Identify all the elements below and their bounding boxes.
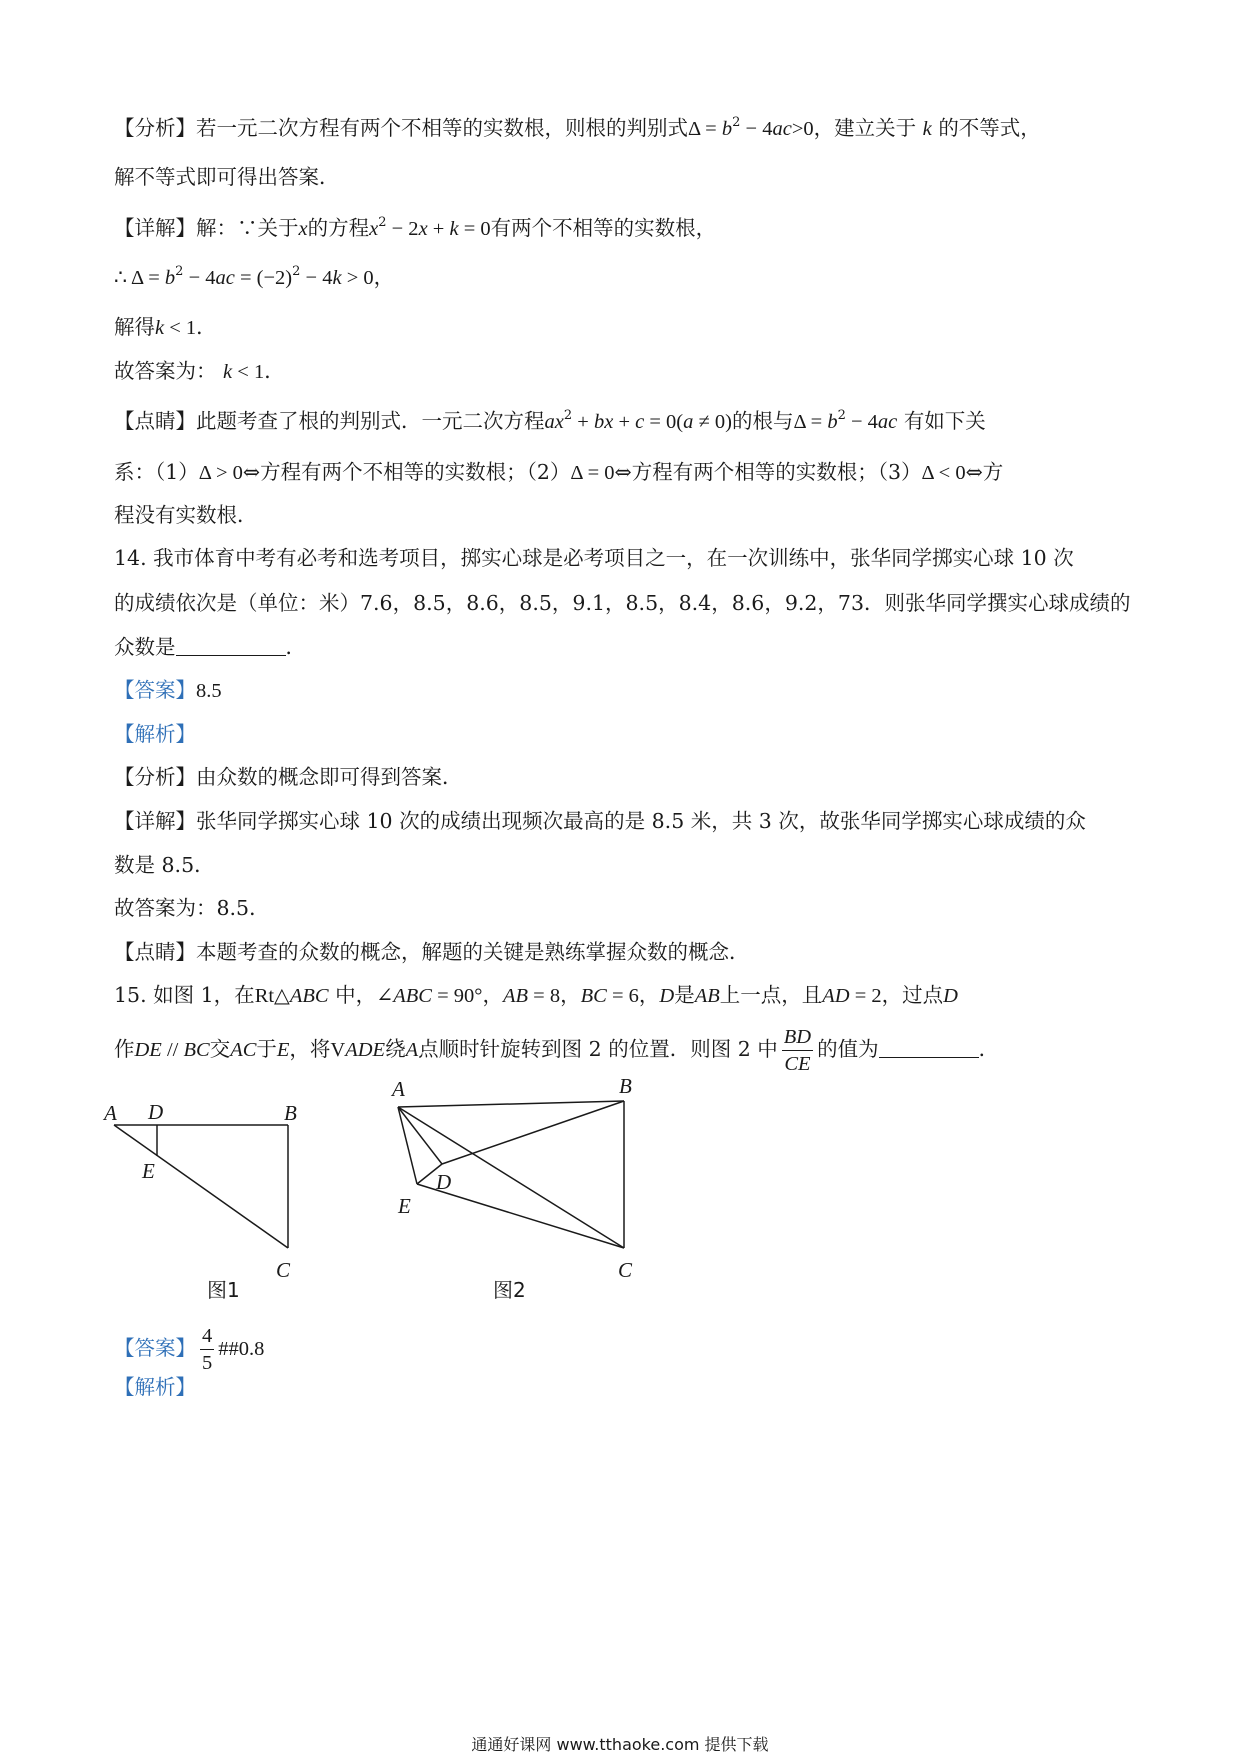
figure-2-caption: 图2 (493, 1278, 526, 1302)
figure-1-caption: 图1 (207, 1278, 240, 1302)
page-footer: 通通好课网 www.tthaoke.com 提供下载 (471, 1735, 769, 1754)
analysis-line-1: 【分析】若一元二次方程有两个不相等的实数根，则根的判别式$\Delta = b^2 - 4ac>0$，建立关于 k 的不等式， (114, 115, 1041, 140)
fig2-label-b: B (619, 1074, 632, 1098)
fig1-label-b: B (284, 1101, 297, 1125)
detail-line-1: 【详解】解：∵关于x的方程$x^2 - 2x + k = 0$有两个不相等的实数根， (114, 215, 717, 240)
analysis-line-2: 解不等式即可得出答案． (114, 165, 340, 189)
q14-line-2: 的成绩依次是（单位：米）7.6，8.5，8.6，8.5，9.1，8.5，8.4，8.6，9.2，73．则张华同学撰实心球成绩的 (114, 591, 1131, 615)
q14-detail-1: 【详解】张华同学掷实心球 10 次的成绩出现频次最高的是 8.5 米，共 3 次，故张华同学掷实心球成绩的众 (114, 809, 1086, 833)
fig1-label-e: E (142, 1159, 155, 1183)
detail-line-3: 解得k < 1． (114, 315, 217, 339)
figure-2 (380, 1070, 650, 1295)
analysis-tag: 【分析】 (114, 116, 196, 140)
fig2-label-e: E (398, 1194, 411, 1218)
q14-comment: 【点睛】本题考查的众数的概念，解题的关键是熟练掌握众数的概念． (114, 940, 750, 964)
q14-jiexi-tag: 【解析】 (114, 722, 196, 746)
answer-blank-15 (879, 1039, 979, 1058)
answer-blank (176, 637, 286, 656)
q14-line-1: 14. 我市体育中考有必考和选考项目，掷实心球是必考项目之一，在一次训练中，张华同学掷实心球 10 次 (114, 546, 1074, 570)
comment-line-1: 【点睛】此题考查了根的判别式．一元二次方程$ax^2$ + bx + c = 0(a ≠ 0)的根与$\Delta = b^2 - 4ac$ 有如下关 (114, 408, 986, 433)
bd-over-ce-fraction: $\frac{BD}{CE}$ (783, 1025, 812, 1075)
detail-line-2: ∴ $\Delta = b^2 - 4ac = (-2)^2 - 4k > 0$， (114, 264, 395, 289)
fig2-label-c: C (618, 1258, 633, 1282)
q15-line-2: 作DE // BC交AC于E，将VADE绕A点顺时针旋转到图 2 的位置．则图 2 中 $\frac{BD}{CE}$ 的值为 ． (114, 1025, 1000, 1075)
fig2-label-a: A (392, 1077, 405, 1101)
answer-fraction: $\frac{4}{5}$ (202, 1324, 213, 1374)
fig2-label-d: D (436, 1170, 452, 1194)
detail-line-4: 故答案为： k < 1． (114, 359, 285, 383)
figure-1 (104, 1095, 350, 1295)
fig1-label-c: C (276, 1258, 291, 1282)
q14-answer: 【答案】8.5 (114, 678, 222, 702)
q14-line-3: 众数是 ． (114, 635, 306, 659)
q15-line-1: 15. 如图 1，在Rt△ABC 中，∠ABC = 90°，AB = 8，BC = 6，D是AB上一点，且AD = 2，过点D (114, 983, 958, 1007)
q15-answer: 【答案】 $\frac{4}{5}$ ##0.8 (114, 1324, 265, 1374)
fig1-label-d: D (148, 1100, 164, 1124)
q15-jiexi-tag: 【解析】 (114, 1375, 196, 1399)
comment-line-3: 程没有实数根． (114, 503, 258, 527)
q14-detail-2: 数是 8.5． (114, 853, 215, 877)
fig1-label-a: A (104, 1101, 117, 1125)
comment-line-2: 系：（1）Δ > 0⇔方程有两个不相等的实数根；（2）Δ = 0⇔方程有两个相等的实数根；（3）Δ < 0⇔方 (114, 460, 1004, 484)
q14-detail-3: 故答案为：8.5． (114, 896, 270, 920)
q14-analysis: 【分析】由众数的概念即可得到答案． (114, 765, 463, 789)
